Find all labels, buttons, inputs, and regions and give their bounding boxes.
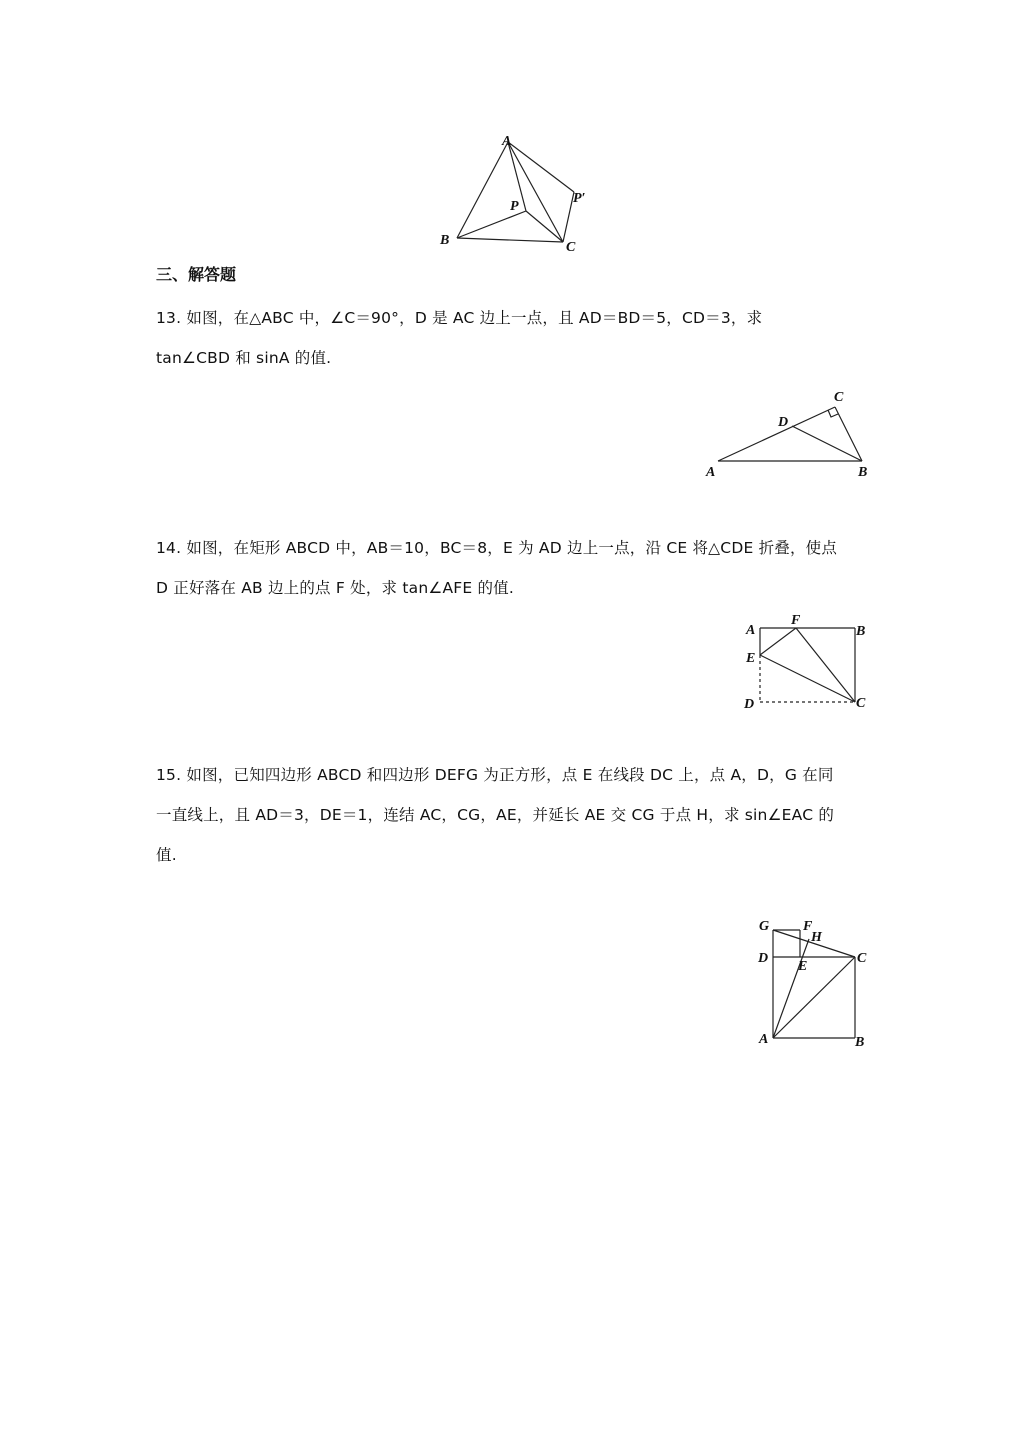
problem-number: 14. [156,539,182,557]
problem-text: 如图，在矩形 ABCD 中，AB＝10，BC＝8，E 为 AD 边上一点，沿 CE 将△CDE 折叠，使点 [186,539,838,557]
problem-15 [156,755,872,875]
label-b: B [440,233,450,248]
figure-13 [700,385,880,480]
section-heading: 三、解答题 [156,265,237,284]
label-c: C [566,240,576,255]
label-e: E [798,959,808,974]
problem-number: 13. [156,309,182,327]
problem-14-line-1 [156,528,872,568]
problem-13-line-1 [156,298,872,338]
segment-ec [760,655,855,702]
label-f: F [803,919,813,934]
label-b: B [856,624,866,639]
label-c: C [857,951,867,966]
label-h: H [811,930,822,945]
segment-db [792,426,862,461]
label-a: A [746,623,756,638]
segment-ah [773,939,809,1038]
segment-ac [773,957,855,1038]
segment-cb [835,407,862,461]
segment-ap2 [508,142,574,192]
segment-fc [796,628,855,702]
problem-14-line-2: D 正好落在 AB 边上的点 F 处，求 tan∠AFE 的值. [156,579,515,597]
problem-text: 如图，在△ABC 中，∠C＝90°，D 是 AC 边上一点，且 AD＝BD＝5，CD＝3，求 [186,309,763,327]
problem-13-line-2: tan∠CBD 和 sinA 的值. [156,349,332,367]
label-g: G [759,919,770,934]
label-d: D [758,951,769,966]
problem-15-line-3: 值. [156,846,177,864]
problem-14 [156,528,872,608]
label-a: A [759,1032,769,1047]
segment-bp [457,211,526,238]
segment-ab [457,142,508,238]
label-e: E [746,651,756,666]
segment-ac [508,142,563,242]
label-c: C [856,696,866,711]
label-p: P [510,199,519,214]
label-b: B [858,465,868,480]
label-c: C [834,390,844,405]
segment-pc [526,211,563,242]
label-a: A [706,465,716,480]
segment-ac [718,407,835,461]
problem-13 [156,298,872,378]
segment-bc [457,238,563,242]
label-d: D [778,415,789,430]
problem-number: 15. [156,766,182,784]
problem-15-line-2: 一直线上，且 AD＝3，DE＝1，连结 AC，CG，AE，并延长 AE 交 CG 于点 H，求 sin∠EAC 的 [156,806,835,824]
problem-15-line-1 [156,755,872,795]
label-p-prime: P′ [573,191,586,206]
label-d: D [744,697,755,712]
label-f: F [791,613,801,628]
label-a: A [502,134,512,149]
figure-triangle-p [430,125,600,260]
segment-ef [760,628,796,655]
figure-15 [750,912,880,1052]
problem-text: 如图，已知四边形 ABCD 和四边形 DEFG 为正方形，点 E 在线段 DC 上，点 A，D，G 在同 [186,766,834,784]
label-b: B [855,1035,865,1050]
figure-14 [740,610,880,715]
